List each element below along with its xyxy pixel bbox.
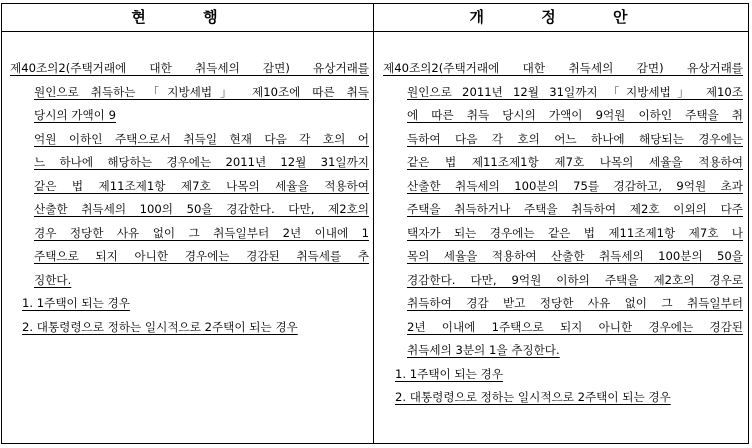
current-line: 같은 법 제11조제1항 제7호 나목의 세율을 적용하여 [34, 178, 369, 193]
header-current: 현 행 [131, 8, 244, 26]
table-header-row [2, 4, 748, 32]
amended-item: 2. 대통령령으로 정하는 일시적으로 2주택이 되는 경우 [395, 390, 671, 404]
current-line: 산출한 취득세의 100의 50을 경감한다. 다만, 제2호의 [34, 202, 369, 216]
current-item: 1. 1주택이 되는 경우 [22, 296, 130, 310]
current-line: 느 하나에 해당하는 경우에는 2011년 12월 31일까지 [34, 155, 369, 169]
current-line: 징한다. [34, 272, 72, 287]
amended-line: 택자가 되는 경우에는 같은 법 제11조제1항 제7호 나 [407, 225, 743, 240]
amended-line: 취득세의 3분의 1을 추징한다. [407, 343, 560, 357]
amended-line: 2년 이내에 1주택으로 되지 아니한 경우에는 경감된 [407, 319, 743, 334]
amended-line: 주택을 취득하거나 주택을 취득하여 제2호 이외의 다주 [407, 202, 743, 216]
current-line: 경우 정당한 사유 없이 그 취득일부터 2년 이내에 1 [34, 225, 369, 240]
current-column [2, 32, 373, 443]
amended-line: 목의 세율을 적용하여 산출한 취득세의 100분의 50을 [407, 249, 743, 263]
current-line: 제40조의2(주택거래에 대한 취득세의 감면) 유상거래를 [10, 61, 369, 75]
amended-line: 같은 법 제11조제1항 제7호 나목의 세율을 적용하여 [407, 155, 743, 169]
current-line: 주택으로 되지 아니한 경우에는 경감된 취득세를 추 [34, 249, 369, 263]
amended-column [374, 32, 749, 443]
amended-line: 취득하여 경감 받고 정당한 사유 없이 그 취득일부터 [407, 296, 743, 310]
amended-line: 득하여 다음 각 호의 어느 하나에 해당되는 경우에는 [407, 131, 743, 146]
amended-line: 에 따른 취득 당시의 가액이 9억원 이하인 주택을 취 [407, 108, 743, 122]
current-line: 억원 이하인 주택으로서 취득일 현재 다음 각 호의 어 [34, 131, 369, 146]
amended-line: 제40조의2(주택거래에 대한 취득세의 감면) 유상거래를 [383, 61, 743, 75]
amended-item: 1. 1주택이 되는 경우 [395, 366, 503, 381]
header-amended: 개 정 안 [469, 8, 654, 26]
current-line: 원인으로 취득하는 「지방세법」 제10조에 따른 취득 [34, 84, 369, 99]
amended-line: 경감한다. 다만, 9억원 이하의 주택을 제2호의 경우로 [407, 272, 743, 287]
comparison-table [1, 3, 749, 444]
current-line: 당시의 가액이 9 [34, 108, 116, 122]
current-item: 2. 대통령령으로 정하는 일시적으로 2주택이 되는 경우 [22, 319, 298, 334]
amended-line: 원인으로 2011년 12월 31일까지 「지방세법」 제10조 [407, 84, 743, 99]
amended-line: 산출한 취득세의 100분의 75를 경감하고, 9억원 초과 [407, 178, 743, 193]
